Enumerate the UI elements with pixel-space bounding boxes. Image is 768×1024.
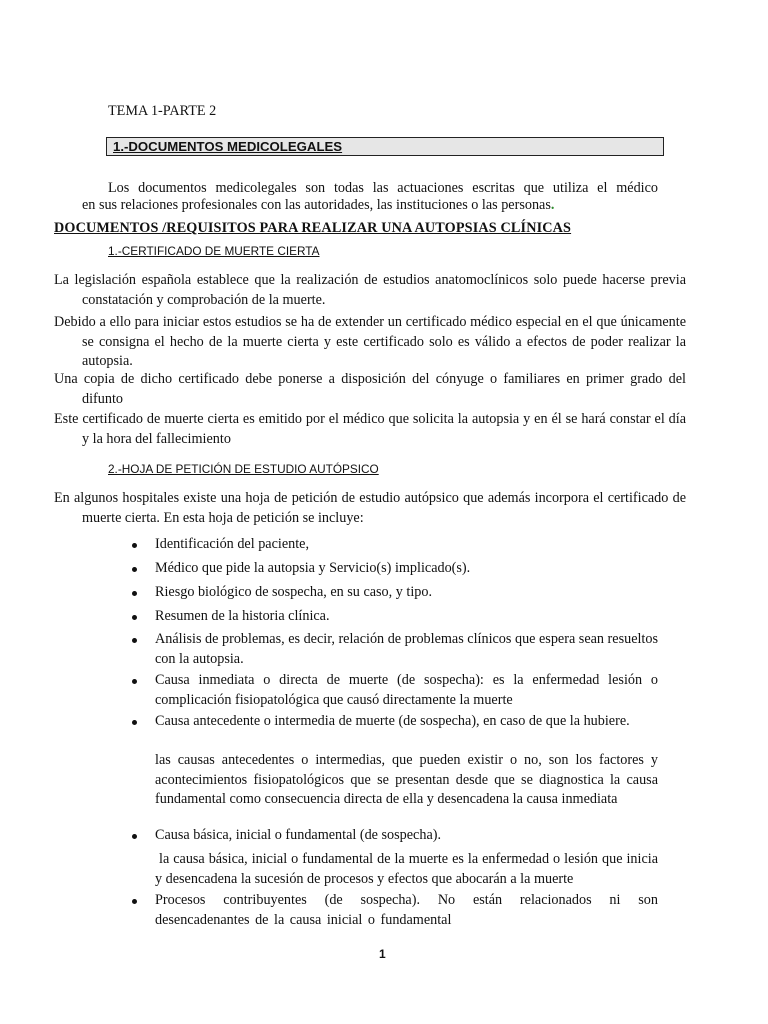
bullet-icon bbox=[132, 679, 137, 684]
page-number: 1 bbox=[379, 947, 386, 961]
list-item bbox=[132, 671, 658, 710]
bullet-icon bbox=[132, 615, 137, 620]
list-item-text: Resumen de la historia clínica. bbox=[155, 608, 330, 624]
list-item-text: Causa antecedente o intermedia de muerte (de sospecha), en caso de que la hubiere. bbox=[155, 713, 630, 729]
list-item-text: Riesgo biológico de sospecha, en su caso, y tipo. bbox=[155, 584, 433, 600]
paragraph-debido: Debido a ello para iniciar estos estudios se ha de extender un certificado médico especial en el que únicamente se consigna el hecho de la muerte cierta y este certificado solo es válido a efectos de poder realizar la autopsia. bbox=[54, 314, 686, 369]
intro-line-1: Los documentos medicolegales son todas las actuaciones escritas que utiliza el médico bbox=[108, 180, 658, 196]
section-heading: DOCUMENTOS /REQUISITOS PARA REALIZAR UNA AUTOPSIAS CLÍNICAS bbox=[54, 220, 572, 236]
intro-period: . bbox=[550, 197, 555, 213]
note-causa-intermedia: las causas antecedentes o intermedias, que pueden existir o no, son los factores y acontecimientos fisiopatológicos que se presentan desde que se diagnostica la causa fundamental como consecuencia directa de ella y desencadena la causa inmediata bbox=[155, 752, 658, 807]
list-item bbox=[132, 630, 658, 669]
list-item-text: Análisis de problemas, es decir, relación de problemas clínicos que espera sean resueltos con la autopsia. bbox=[155, 631, 658, 667]
list-item-text: Causa básica, inicial o fundamental (de sospecha). bbox=[155, 827, 442, 843]
bullet-icon bbox=[132, 720, 137, 725]
subheading-certificado: 1.-CERTIFICADO DE MUERTE CIERTA bbox=[108, 244, 320, 258]
subheading-hoja-peticion: 2.-HOJA DE PETICIÓN DE ESTUDIO AUTÓPSICO bbox=[108, 462, 379, 476]
bullet-icon bbox=[132, 567, 137, 572]
paragraph-copia: Una copia de dicho certificado debe ponerse a disposición del cónyuge o familiares en primer grado del difunto bbox=[54, 371, 686, 407]
list-item bbox=[132, 891, 658, 930]
bullet-icon bbox=[132, 591, 137, 596]
bullet-icon bbox=[132, 899, 137, 904]
paragraph-emision: Este certificado de muerte cierta es emitido por el médico que solicita la autopsia y en él se hará constar el día y la hora del fallecimiento bbox=[54, 411, 686, 447]
bullet-icon bbox=[132, 834, 137, 839]
note-causa-basica: la causa básica, inicial o fundamental de la muerte es la enfermedad o lesión que inicia y desencadena la sucesión de procesos y efectos que abocarán a la muerte bbox=[155, 851, 658, 887]
document-title: TEMA 1-PARTE 2 bbox=[108, 103, 217, 119]
paragraph-legislacion: La legislación española establece que la realización de estudios anatomoclínicos solo puede hacerse previa constatación y comprobación de la muerte. bbox=[54, 272, 686, 308]
list-item-text: Médico que pide la autopsia y Servicio(s) implicado(s). bbox=[155, 560, 471, 576]
list-item bbox=[132, 826, 658, 846]
list-item bbox=[132, 559, 658, 579]
list-item-text: Identificación del paciente, bbox=[155, 536, 310, 552]
section-box-heading: 1.-DOCUMENTOS MEDICOLEGALES bbox=[106, 137, 664, 156]
intro-line-2-text: en sus relaciones profesionales con las autoridades, las instituciones o las personas bbox=[82, 197, 551, 213]
list-item bbox=[132, 535, 658, 555]
list-item bbox=[132, 712, 658, 732]
bullet-icon bbox=[132, 638, 137, 643]
intro-line-2 bbox=[82, 196, 554, 216]
list-item-text: Procesos contribuyentes (de sospecha). No están relacionados ni son desencadenantes de la causa inicial o fundamental bbox=[155, 892, 658, 928]
paragraph-hospitales: En algunos hospitales existe una hoja de petición de estudio autópsico que además incorpora el certificado de muerte cierta. En esta hoja de petición se incluye: bbox=[54, 490, 686, 526]
list-item bbox=[132, 607, 658, 627]
list-item bbox=[132, 583, 658, 603]
list-item-text: Causa inmediata o directa de muerte (de sospecha): es la enfermedad lesión o complicación fisiopatológica que causó directamente la muerte bbox=[155, 672, 658, 708]
bullet-icon bbox=[132, 543, 137, 548]
